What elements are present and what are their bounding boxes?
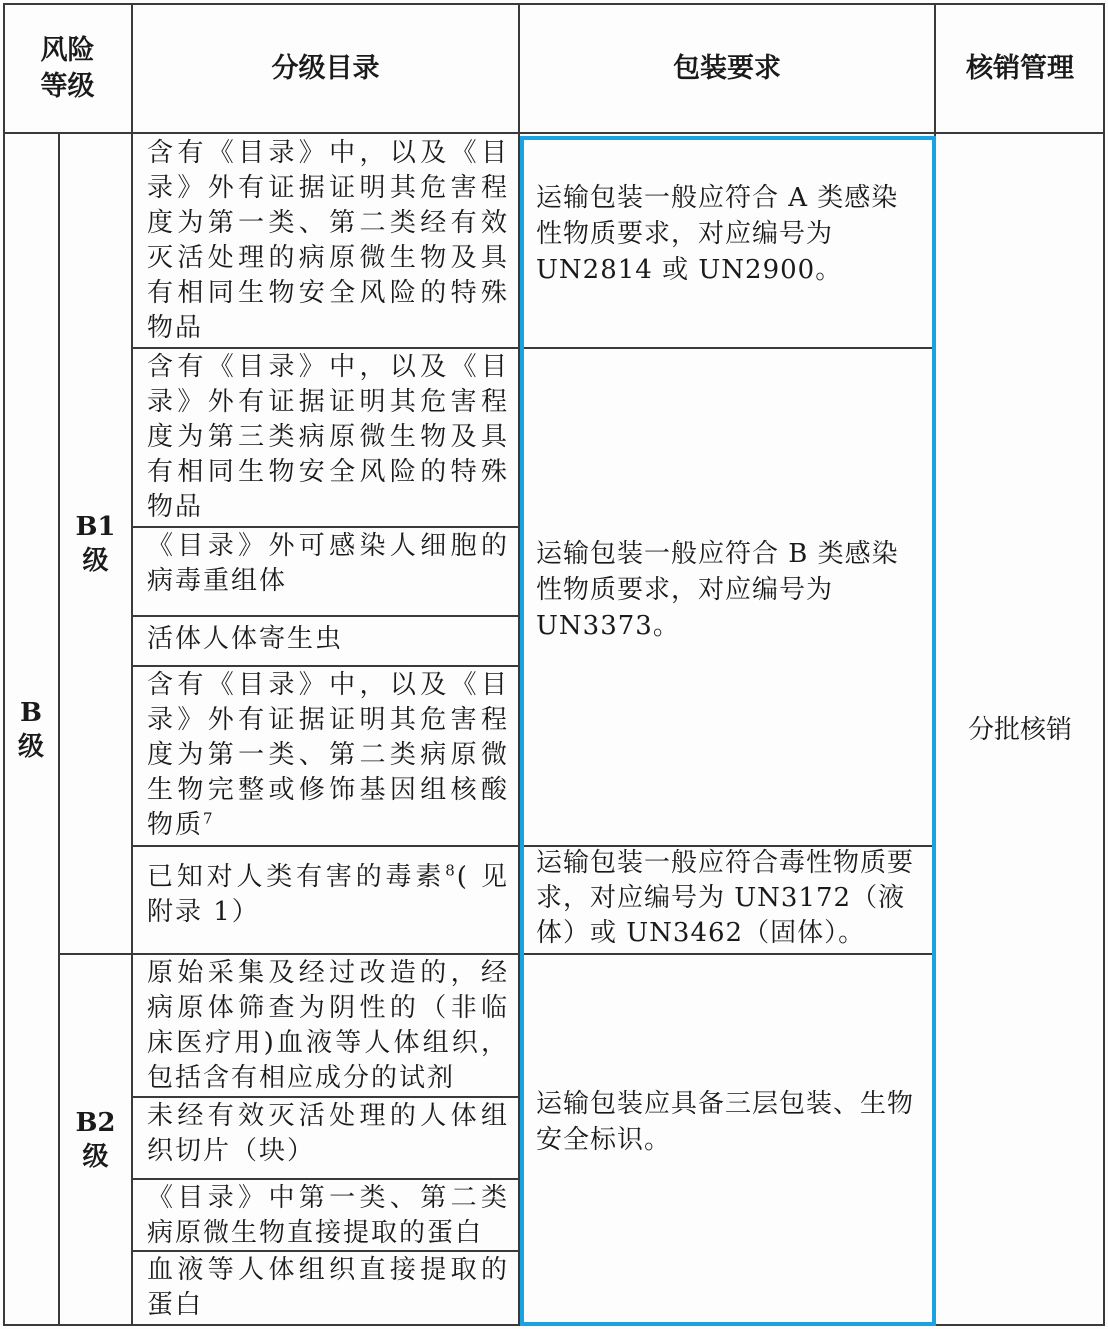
header-divider — [3, 132, 1105, 134]
table-border-left — [3, 3, 5, 1326]
catalog-item-4: 活体人体寄生虫 — [147, 624, 344, 654]
risk-level-b: B 级 — [17, 698, 44, 762]
packaging-req-1: 运输包装一般应符合 A 类感染性物质要求，对应编号为 UN2814 或 UN2900。 — [536, 183, 899, 285]
catalog-item-5 — [132, 666, 519, 846]
header-risk-level: 风险 等级 — [40, 34, 95, 102]
catalog-item-6 — [132, 846, 519, 954]
catalog-row-divider — [132, 347, 519, 349]
subgroup-divider — [59, 953, 519, 955]
packaging-req-2: 运输包装一般应符合 B 类感染性物质要求，对应编号为 UN3373。 — [536, 539, 899, 641]
footnote-8-marker: 8 — [445, 861, 457, 880]
packaging-req-3: 运输包装一般应符合毒性物质要求，对应编号为 UN3172（液体）或 UN3462（固体）。 — [536, 848, 915, 948]
appendix-reference: ( 见附录 1） — [147, 862, 509, 927]
table-border-top — [3, 3, 1105, 5]
header-catalog: 分级目录 — [271, 52, 380, 84]
catalog-item-9: 《目录》中第一类、第二类病原微生物直接提取的蛋白 — [147, 1183, 509, 1248]
subgroup-b1: B1 级 — [75, 512, 116, 576]
catalog-row-divider — [132, 526, 519, 528]
catalog-row-divider — [132, 845, 519, 847]
packaging-highlight-box — [520, 136, 936, 1326]
header-packaging: 包装要求 — [673, 52, 781, 84]
col-divider-level — [58, 134, 60, 1326]
catalog-item-1: 含有《目录》中，以及《目录》外有证据证明其危害程度为第一类、第二类经有效灭活处理的病原微生物及具有相同生物安全风险的特殊物品 — [147, 138, 509, 343]
catalog-row-divider — [132, 1178, 519, 1180]
catalog-item-10: 血液等人体组织直接提取的蛋白 — [147, 1255, 509, 1320]
catalog-item-7: 原始采集及经过改造的，经病原体筛查为阴性的（非临床医疗用)血液等人体组织，包括含有相应成分的试剂 — [147, 958, 509, 1093]
catalog-item-6-text: 已知对人类有害的毒素 — [147, 862, 446, 892]
footnote-7-marker: 7 — [203, 809, 215, 828]
catalog-item-3: 《目录》外可感染人细胞的病毒重组体 — [147, 531, 509, 596]
packaging-req-4: 运输包装应具备三层包装、生物安全标识。 — [536, 1089, 915, 1155]
catalog-row-divider — [132, 615, 519, 617]
catalog-item-8: 未经有效灭活处理的人体组织切片（块） — [147, 1101, 509, 1166]
catalog-row-divider — [132, 665, 519, 667]
subgroup-b2: B2 级 — [75, 1108, 116, 1172]
catalog-row-divider — [132, 1096, 519, 1098]
catalog-item-2: 含有《目录》中，以及《目录》外有证据证明其危害程度为第三类病原微生物及具有相同生物安全风险的特殊物品 — [147, 352, 509, 522]
header-management: 核销管理 — [966, 52, 1074, 84]
management-batch-writeoff: 分批核销 — [967, 715, 1072, 745]
catalog-item-5-text: 含有《目录》中，以及《目录》外有证据证明其危害程度为第一类、第二类病原微生物完整或修饰基因组核酸物质 — [147, 670, 509, 840]
table-border-right — [1103, 3, 1105, 1326]
catalog-row-divider — [132, 1250, 519, 1252]
